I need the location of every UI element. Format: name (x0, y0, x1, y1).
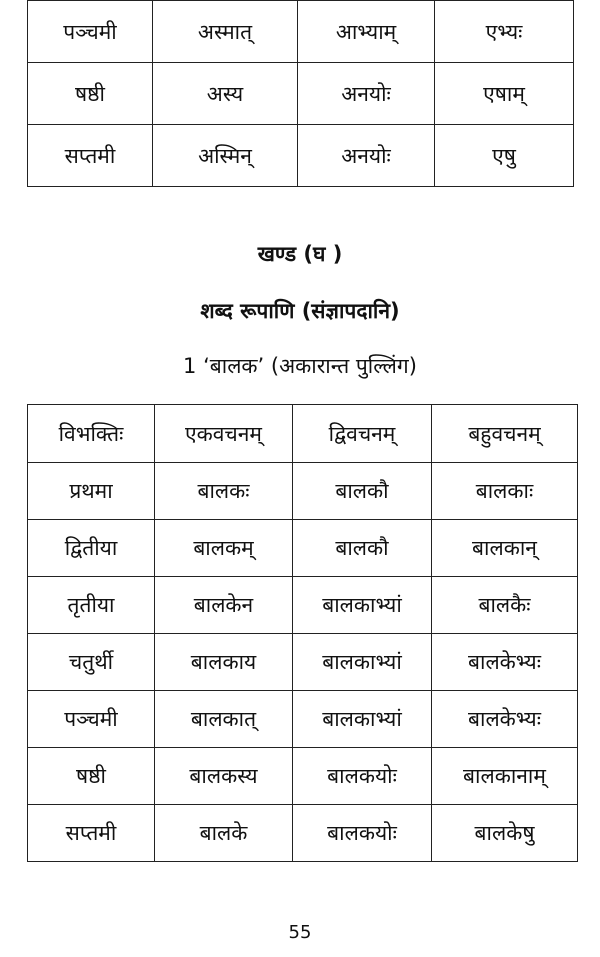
section-heading: खण्ड (घ ) (257, 242, 343, 266)
column-header: बहुवचनम् (432, 405, 578, 463)
singular-cell: अस्मिन् (153, 125, 298, 187)
case-name-cell: द्वितीया (28, 520, 155, 577)
dual-cell: बालकौ (293, 520, 432, 577)
case-name-cell: पञ्चमी (28, 1, 153, 63)
singular-cell: बालकम् (155, 520, 293, 577)
plural-cell: बालकाः (432, 463, 578, 520)
case-name-cell: सप्तमी (28, 805, 155, 862)
section-subtitle: शब्द रूपाणि (संज्ञापदानि) (200, 299, 400, 323)
singular-cell: अस्य (153, 63, 298, 125)
balak-declension-table (27, 404, 578, 862)
plural-cell: बालकानाम् (432, 748, 578, 805)
singular-cell: बालकाय (155, 634, 293, 691)
singular-cell: बालकात् (155, 691, 293, 748)
table-row (28, 805, 578, 862)
page-number: 55 (288, 922, 312, 943)
table-header-row (28, 405, 578, 463)
table-row (28, 1, 574, 63)
plural-cell: एषाम् (435, 63, 574, 125)
case-name-cell: चतुर्थी (28, 634, 155, 691)
dual-cell: बालकयोः (293, 748, 432, 805)
table-row (28, 691, 578, 748)
plural-cell: एभ्यः (435, 1, 574, 63)
case-name-cell: प्रथमा (28, 463, 155, 520)
column-header: द्विवचनम् (293, 405, 432, 463)
dual-cell: अनयोः (298, 125, 435, 187)
dual-cell: बालकयोः (293, 805, 432, 862)
declension-table-continued (27, 0, 574, 187)
table-row (28, 463, 578, 520)
plural-cell: बालकान् (432, 520, 578, 577)
singular-cell: अस्मात् (153, 1, 298, 63)
dual-cell: आभ्याम् (298, 1, 435, 63)
singular-cell: बालकः (155, 463, 293, 520)
dual-cell: बालकाभ्यां (293, 634, 432, 691)
case-name-cell: पञ्चमी (28, 691, 155, 748)
singular-cell: बालकेन (155, 577, 293, 634)
table-row (28, 577, 578, 634)
dual-cell: बालकौ (293, 463, 432, 520)
dual-cell: बालकाभ्यां (293, 577, 432, 634)
column-header: एकवचनम् (155, 405, 293, 463)
plural-cell: बालकेभ्यः (432, 691, 578, 748)
singular-cell: बालकस्य (155, 748, 293, 805)
case-name-cell: तृतीया (28, 577, 155, 634)
subsection-title: 1 ‘बालक’ (अकारान्त पुल्लिंग) (183, 354, 417, 378)
table-row (28, 634, 578, 691)
dual-cell: अनयोः (298, 63, 435, 125)
column-header: विभक्तिः (28, 405, 155, 463)
table-row (28, 63, 574, 125)
table-row (28, 520, 578, 577)
table-row (28, 125, 574, 187)
case-name-cell: षष्ठी (28, 748, 155, 805)
plural-cell: एषु (435, 125, 574, 187)
singular-cell: बालके (155, 805, 293, 862)
plural-cell: बालकैः (432, 577, 578, 634)
table-row (28, 748, 578, 805)
case-name-cell: सप्तमी (28, 125, 153, 187)
plural-cell: बालकेषु (432, 805, 578, 862)
plural-cell: बालकेभ्यः (432, 634, 578, 691)
case-name-cell: षष्ठी (28, 63, 153, 125)
dual-cell: बालकाभ्यां (293, 691, 432, 748)
